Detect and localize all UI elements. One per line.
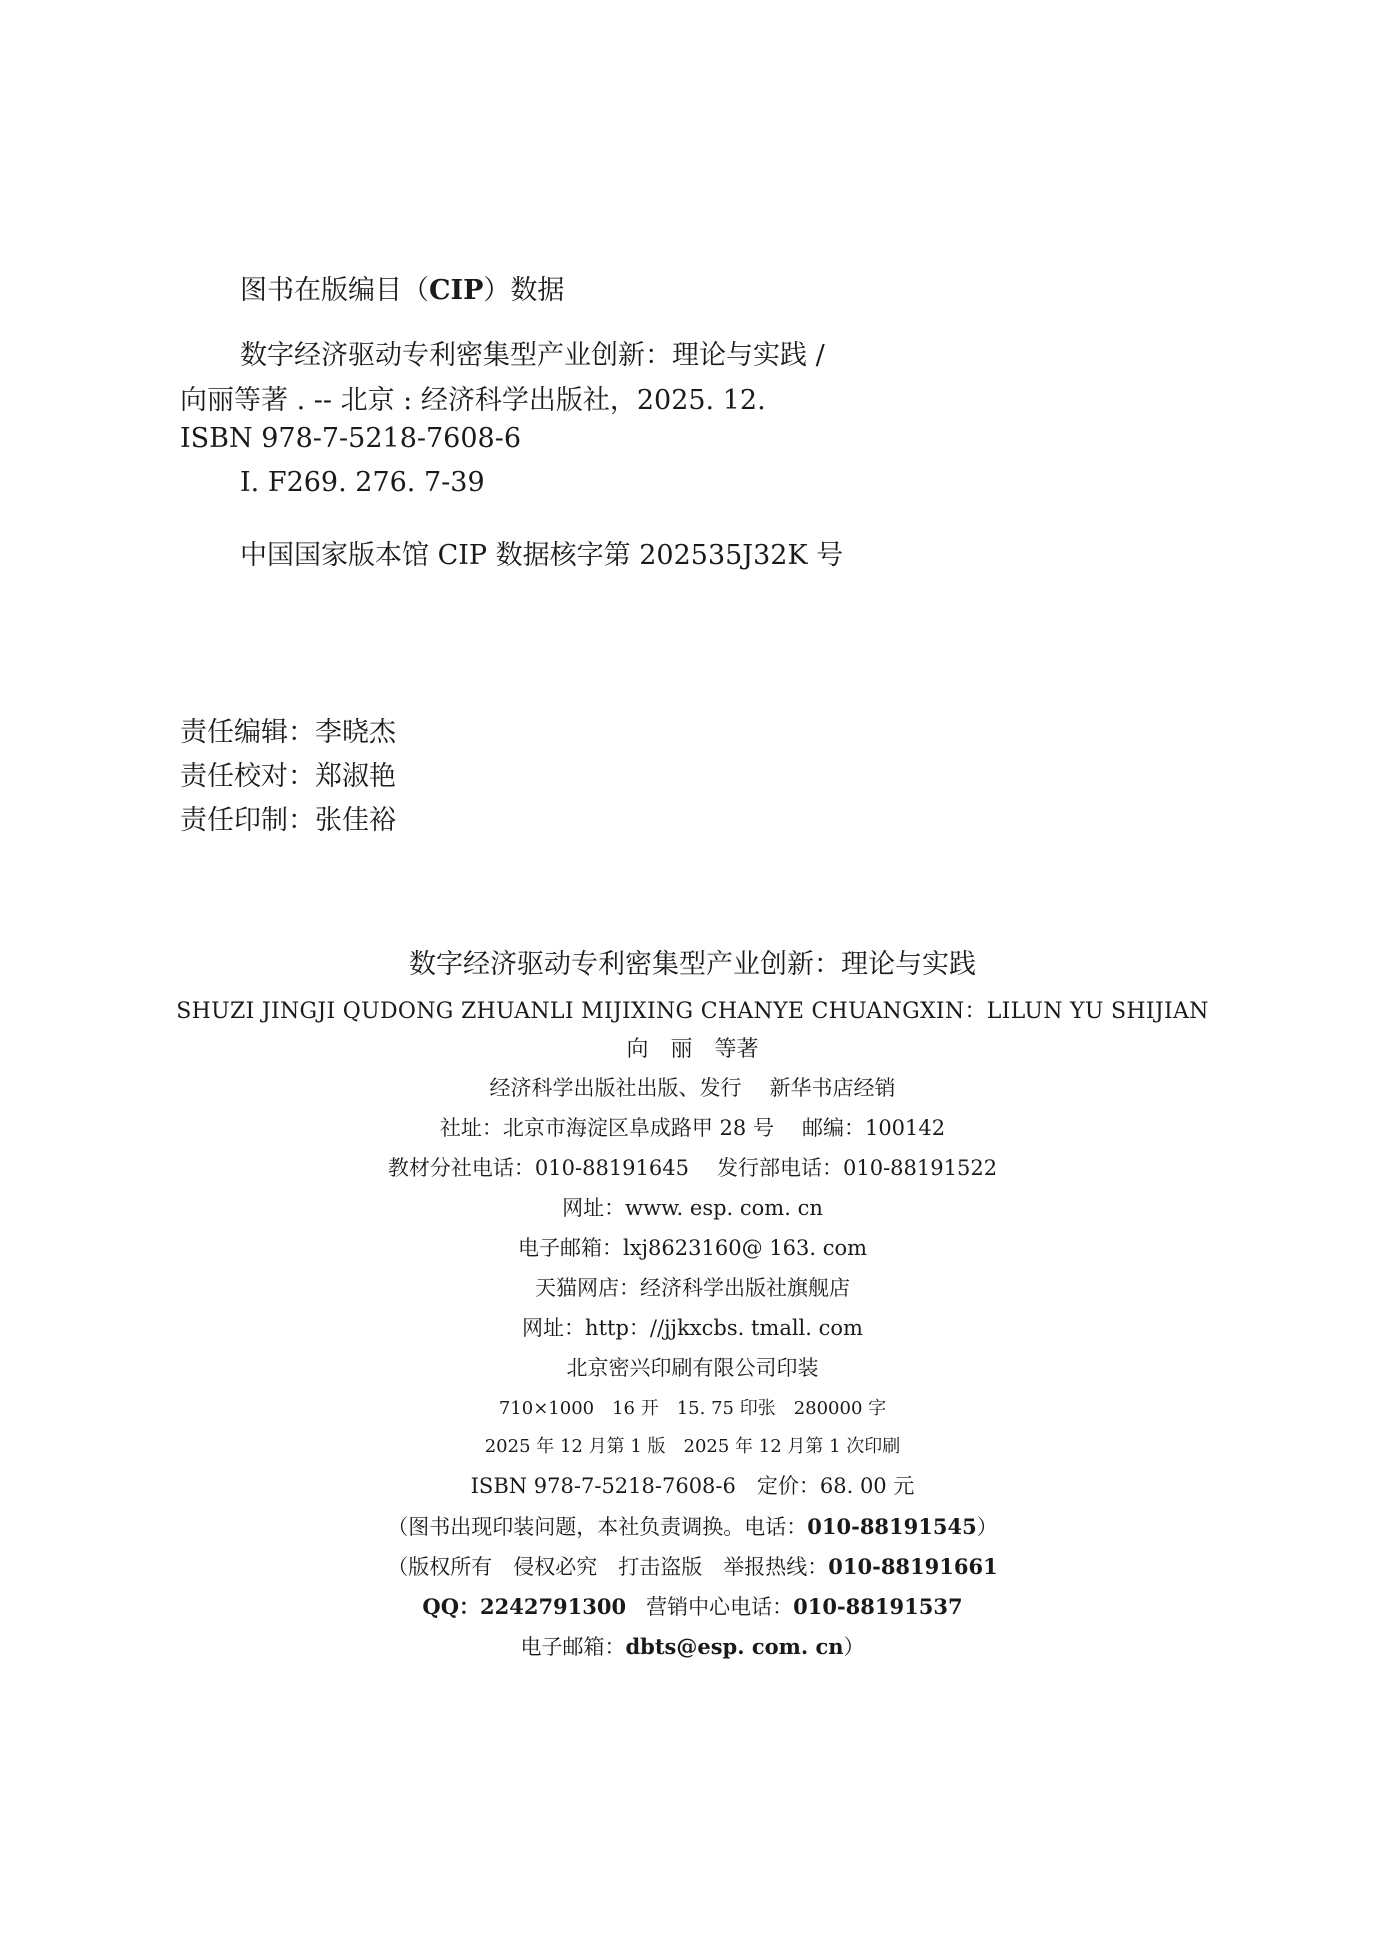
isbn-price-line: ISBN 978-7-5218-7608-6 定价：68. 00 元 [470,1474,915,1498]
credit-print-label: 责任印制： [180,805,315,836]
edition-line: 2025 年 12 月第 1 版 2025 年 12 月第 1 次印刷 [484,1436,901,1457]
cip-title-line: 数字经济驱动专利密集型产业创新：理论与实践 / [240,340,825,371]
phone-textbook: 教材分社电话：010-88191645 [387,1156,689,1180]
cip-heading-cip: CIP [429,275,484,306]
cip-author-line: 向丽等著 . -- 北京 : 经济科学出版社，2025. 12. [180,385,766,416]
book-authors: 向 丽 等著 [626,1037,759,1062]
publisher-line [0,1072,1385,1102]
notice-line [0,1511,1385,1541]
qq-number: 2242791300 [480,1594,627,1619]
email2-close: ） [843,1635,865,1659]
cip-class-line: Ⅰ. F269. 276. 7-39 [240,467,485,498]
book-title-pinyin: SHUZI JINGJI QUDONG ZHUANLI MIJIXING CHANYE CHUANGXIN：LILUN YU SHIJIAN [176,999,1209,1024]
cip-isbn-line: ISBN 978-7-5218-7608-6 [180,423,522,454]
postcode: 邮编：100142 [801,1116,946,1140]
piracy-text: （版权所有 侵权必究 打击盗版 举报热线： [387,1555,829,1579]
marketing-phone: 010-88191537 [793,1594,963,1619]
address-line [0,1112,1385,1142]
format-line: 710×1000 16 开 15. 75 印张 280000 字 [498,1398,887,1419]
piracy-phone: 010-88191661 [828,1554,998,1579]
qq-label: QQ： [422,1594,480,1619]
contact-line [0,1591,1385,1621]
address: 社址：北京市海淀区阜成路甲 28 号 [439,1116,774,1140]
cip-record-line: 中国国家版本馆 CIP 数据核字第 202535J32K 号 [240,540,844,571]
email: 电子邮箱：lxj8623160@ 163. com [517,1236,868,1260]
credit-proof [180,754,396,793]
credit-editor [180,710,396,749]
notice-phone: 010-88191545 [807,1514,977,1539]
email2-value: dbts@esp. com. cn [625,1634,844,1659]
publisher: 经济科学出版社出版、发行 [489,1076,742,1100]
piracy-line [0,1551,1385,1581]
printer: 北京密兴印刷有限公司印装 [566,1356,819,1380]
notice-close: ） [976,1515,998,1539]
credit-proof-label: 责任校对： [180,761,315,792]
cip-heading-pre: 图书在版编目（ [240,275,429,306]
email2-line [0,1631,1385,1661]
distributor: 新华书店经销 [769,1076,896,1100]
book-title: 数字经济驱动专利密集型产业创新：理论与实践 [409,949,976,980]
email2-label: 电子邮箱： [520,1635,626,1659]
credit-print [180,798,396,837]
phone-line [0,1152,1385,1182]
credit-proof-name: 郑淑艳 [315,761,396,792]
tmall-store: 天猫网店：经济科学出版社旗舰店 [535,1276,850,1300]
notice-text: （图书出现印装问题，本社负责调换。电话： [387,1515,808,1539]
credit-editor-name: 李晓杰 [315,717,396,748]
phone-sales: 发行部电话：010-88191522 [717,1156,998,1180]
credit-editor-label: 责任编辑： [180,717,315,748]
website: 网址：www. esp. com. cn [562,1196,823,1220]
tmall-url: 网址：http：//jjkxcbs. tmall. com [522,1316,863,1340]
cip-heading [240,268,564,307]
cip-heading-post: ）数据 [483,275,565,306]
marketing-label: 营销中心电话： [646,1595,794,1619]
credit-print-name: 张佳裕 [315,805,396,836]
